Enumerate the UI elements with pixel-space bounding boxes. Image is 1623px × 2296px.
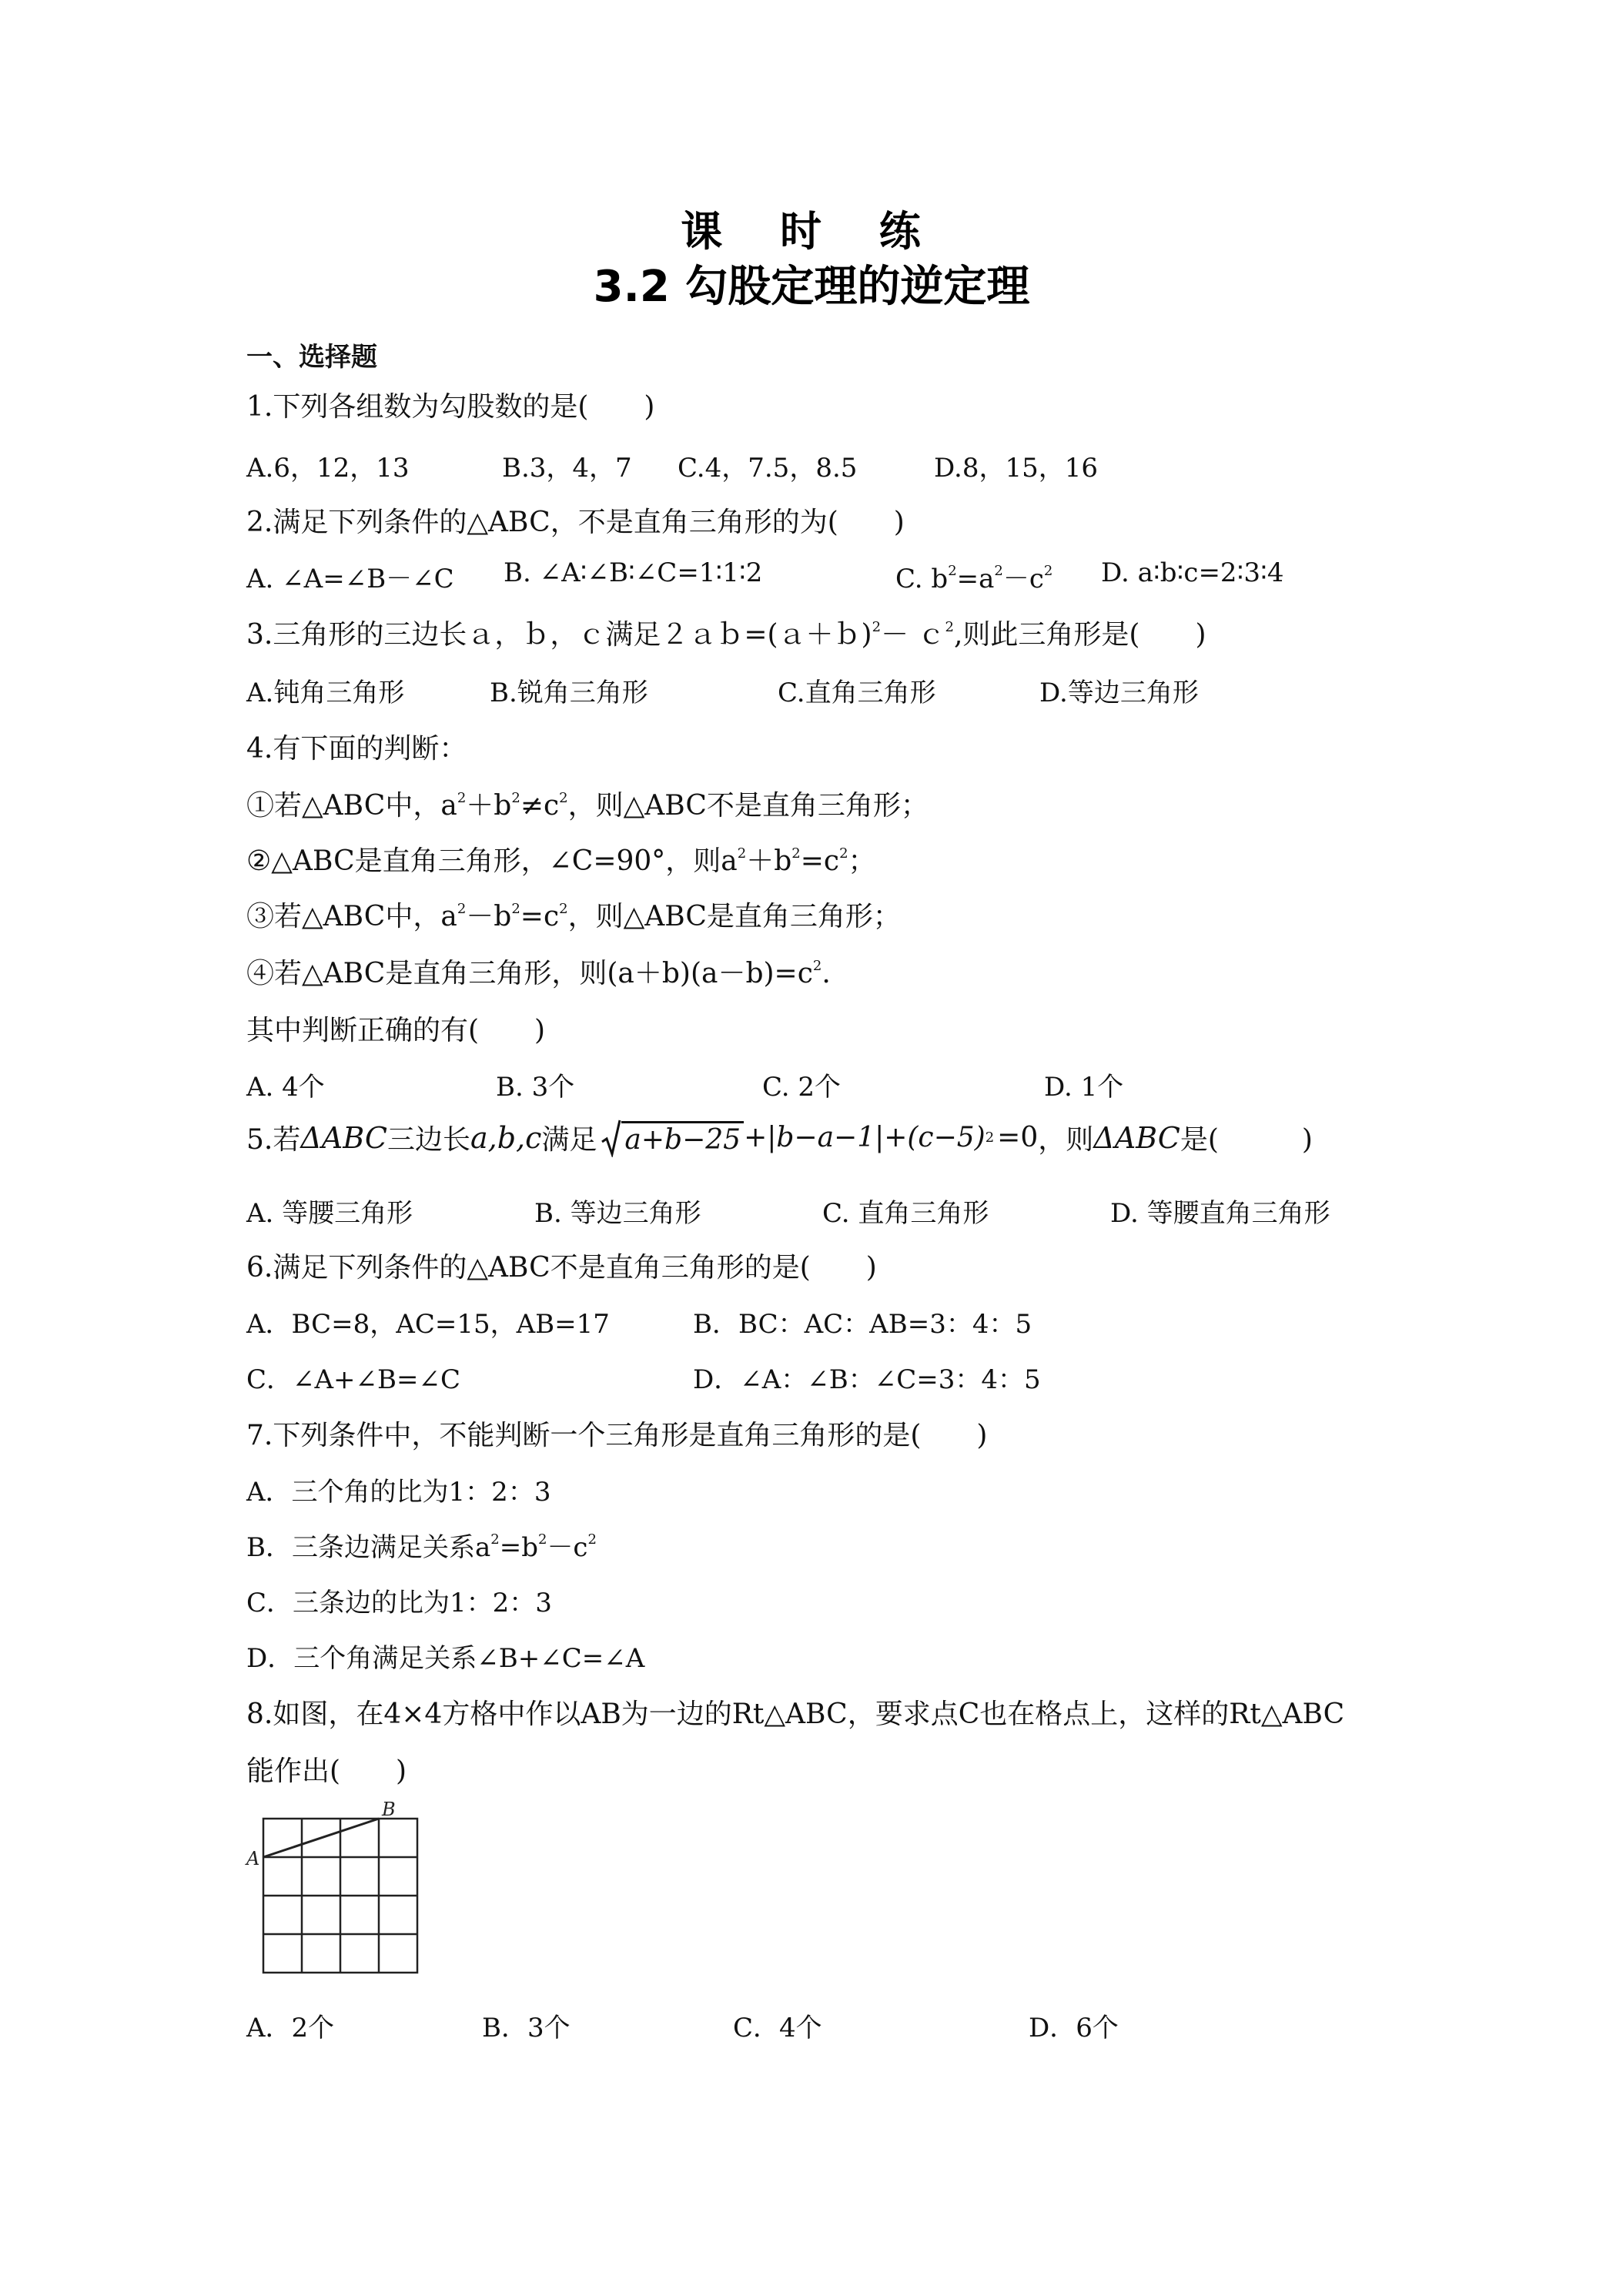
q2-stem: 2.满足下列条件的△ABC，不是直角三角形的为( ) bbox=[246, 507, 905, 538]
q7-stem: 7.下列条件中，不能判断一个三角形是直角三角形的是( ) bbox=[246, 1420, 988, 1451]
q4-statement-3: ③若△ABC中，$a^2-b^2=c^2$，则△ABC是直角三角形； bbox=[246, 901, 901, 932]
q7-option-c: C．三条边的比为1：2：3 bbox=[246, 1588, 552, 1618]
q4-option-d: D. 1个 bbox=[1044, 1072, 1124, 1103]
q4-statement-1: ①若△ABC中，$a^2+b^2\ne c^2$，则△ABC不是直角三角形； bbox=[246, 790, 929, 822]
sqrt-radical bbox=[601, 1119, 744, 1157]
section-heading: 一、选择题 bbox=[246, 342, 377, 373]
q5-option-a: A. 等腰三角形 bbox=[246, 1198, 413, 1229]
q1-option-b: B.3，4，7 bbox=[502, 453, 632, 484]
q6-option-b: B．BC：AC：AB=3：4：5 bbox=[693, 1309, 1032, 1340]
q5-text-4: ，则 bbox=[1038, 1124, 1094, 1156]
point-a-label: A bbox=[246, 1848, 260, 1869]
q3-option-d: D.等边三角形 bbox=[1039, 678, 1199, 708]
q3-option-c: C.直角三角形 bbox=[778, 678, 936, 708]
grid-figure bbox=[245, 1802, 430, 1990]
q4-ask: 其中判断正确的有( ) bbox=[246, 1015, 546, 1046]
q1-option-a: A.6，12，13 bbox=[246, 453, 410, 484]
q2-option-c: C. $b^2=a^2-c^2$ bbox=[895, 563, 1053, 594]
segment-ab bbox=[263, 1819, 379, 1857]
q5-stem: 5.若 ΔABC 三边长 a,b,c 满足 a+b−25 +|b−a−1|+(c−5) 2 =0 ，则 ΔABC 是( ) bbox=[246, 1118, 1313, 1157]
page-subtitle: 3.2 勾股定理的逆定理 bbox=[593, 262, 1030, 312]
q6-option-a: A．BC=8，AC=15，AB=17 bbox=[246, 1309, 610, 1340]
q5-triangle-2: ΔABC bbox=[1093, 1120, 1180, 1155]
q2-option-a: A. ∠A=∠B－∠C bbox=[246, 564, 454, 594]
q3-option-b: B.锐角三角形 bbox=[490, 678, 648, 708]
q4-statement-2: ②△ABC是直角三角形，∠C=90°，则$a^2+b^2=c^2$； bbox=[246, 845, 876, 877]
q4-statement-4: ④若△ABC是直角三角形，则$(a+b)(a-b)=c^2$. bbox=[246, 958, 831, 989]
q5-option-d: D. 等腰直角三角形 bbox=[1110, 1198, 1330, 1229]
q4-option-a: A. 4个 bbox=[246, 1072, 325, 1103]
sqrt-radicand: a+b−25 bbox=[621, 1121, 744, 1157]
page-title: 课 时 练 bbox=[681, 207, 942, 256]
q1-option-d: D.8，15，16 bbox=[934, 453, 1099, 484]
q8-option-c: C．4个 bbox=[733, 2013, 822, 2043]
q6-option-c: C．∠A+∠B=∠C bbox=[246, 1364, 461, 1395]
q5-vars: a,b,c bbox=[470, 1120, 542, 1155]
q8-stem-line2: 能作出( ) bbox=[246, 1755, 407, 1787]
q2-option-b: B. ∠A∶∠B∶∠C=1∶1∶2 bbox=[504, 557, 763, 588]
q7-option-d: D．三个角满足关系∠B+∠C=∠A bbox=[246, 1643, 645, 1674]
q5-text-1: 5.若 bbox=[246, 1124, 301, 1156]
q3-stem: 3.三角形的三边长ａ，ｂ，ｃ满足２ａｂ=(ａ＋ｂ)$^2$－ ｃ$^2$,则此三角形是( ) bbox=[246, 619, 1206, 651]
sqrt-sign-icon bbox=[601, 1119, 621, 1157]
q8-stem-line1: 8.如图，在4×4方格中作以AB为一边的Rt△ABC，要求点C也在格点上，这样的Rt△ABC bbox=[246, 1699, 1345, 1730]
q3-option-a: A.钝角三角形 bbox=[246, 678, 405, 708]
q6-option-d: D．∠A：∠B：∠C=3：4：5 bbox=[693, 1364, 1041, 1395]
point-b-label: B bbox=[382, 1802, 396, 1820]
q5-text-3: 满足 bbox=[541, 1124, 597, 1156]
q6-stem: 6.满足下列条件的△ABC不是直角三角形的是( ) bbox=[246, 1252, 877, 1284]
q8-option-a: A．2个 bbox=[246, 2013, 335, 2043]
q5-option-b: B. 等边三角形 bbox=[534, 1198, 701, 1229]
q8-option-b: B．3个 bbox=[482, 2013, 571, 2043]
q4-stem: 4.有下面的判断： bbox=[246, 733, 467, 765]
q7-option-b: B．三条边满足关系$a^2=b^2-c^2$ bbox=[246, 1531, 597, 1563]
q5-text-2: 三边长 bbox=[387, 1124, 470, 1156]
grid-diagram bbox=[245, 1802, 430, 1986]
q5-abs-part: +|b−a−1|+(c−5) bbox=[744, 1122, 986, 1153]
q1-option-c: C.4，7.5，8.5 bbox=[678, 453, 858, 484]
q5-triangle-1: ΔABC bbox=[300, 1120, 387, 1155]
q8-option-d: D．6个 bbox=[1029, 2013, 1119, 2043]
q7-option-a: A．三个角的比为1：2：3 bbox=[246, 1477, 551, 1508]
q5-equals-zero: =0 bbox=[997, 1122, 1039, 1153]
q2-option-d: D. a∶b∶c=2∶3∶4 bbox=[1101, 557, 1284, 588]
q4-option-b: B. 3个 bbox=[496, 1072, 575, 1103]
q1-stem: 1.下列各组数为勾股数的是( ) bbox=[246, 391, 655, 423]
q5-option-c: C. 直角三角形 bbox=[822, 1198, 989, 1229]
q4-option-c: C. 2个 bbox=[762, 1072, 842, 1103]
q5-text-5: 是( ) bbox=[1180, 1124, 1313, 1156]
